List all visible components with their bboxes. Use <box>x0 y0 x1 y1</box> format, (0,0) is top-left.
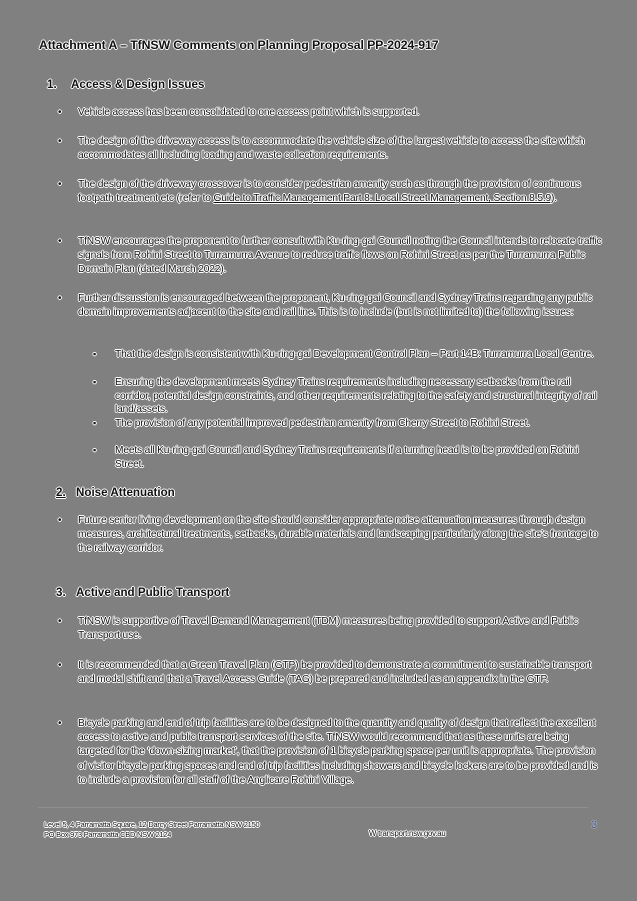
section-2-heading <box>56 486 175 499</box>
bullet-icon: • <box>58 616 62 627</box>
list-item: • TfNSW is supportive of Travel Demand Management (TDM) measures being provided to support Active and Public Transport use. <box>58 616 578 642</box>
sub-list-item: ▪ Meets all Ku-ring-gai Council and Sydney Trains requirements if a turning head is to be provided on Rohini Street. <box>93 445 579 470</box>
bullet-icon: • <box>58 236 62 247</box>
sub-list-item: ▪ Ensuring the development meets Sydney Trains requirements including necessary setbacks from the rail corridor, potential design constraints, and other requirements relating to the safety and structural integrity of rail land/assets. <box>93 377 597 416</box>
list-item: • Further discussion is encouraged between the proponent, Ku-ring-gai Council and Sydney Trains regarding any public domain improvements adjacent to the site and rail line. This is to include (but is not limited to) the following issues: <box>58 293 593 319</box>
bullet-icon: • <box>58 107 62 118</box>
bullet-icon: • <box>58 136 62 147</box>
sub-list-item: ▪ The provision of any potential improved pedestrian amenity from Cherry Street to Rohini Street. <box>93 418 530 429</box>
sub-bullet-icon: ▪ <box>93 418 97 428</box>
section-number: 2. <box>56 486 66 499</box>
sub-bullet-icon: ▪ <box>93 445 97 455</box>
section-1-heading <box>47 78 204 91</box>
footer-address <box>44 820 259 839</box>
section-number: 1. <box>47 78 57 91</box>
footer-divider <box>38 807 588 808</box>
section-title: Access & Design Issues <box>71 78 205 91</box>
list-item: • Bicycle parking and end of trip facilities are to be designed to the quantity and quality of design that reflect the excellent access to active and public transport services of the site. TfNSW would recommend that as these units are being targeted for the ‘down-sizing market’, that the provision of 1 bicycle parking space per unit is appropriate. The provision of visitor bicycle parking spaces and end of trip facilities including showers and bicycle lockers are to be provided and is to include a provision for all staff of the Anglicare Rohini Village. <box>58 718 598 786</box>
sub-list-item: ▪ That the design is consistent with Ku-ring-gai Development Control Plan – Part 14B: Turramurra Local Centre. <box>93 349 594 360</box>
sub-bullet-icon: ▪ <box>93 349 97 359</box>
document-title: Attachment A – TfNSW Comments on Planning Proposal PP-2024-917 <box>39 38 439 52</box>
section-title: Noise Attenuation <box>76 486 175 499</box>
list-item: • It is recommended that a Green Travel Plan (GTP) be provided to demonstrate a commitment to sustainable transport and modal shift and that a Travel Access Guide (TAG) be prepared and included as an appendix in the GTP. <box>58 660 592 686</box>
page-number: 3 <box>591 819 598 831</box>
section-number: 3. <box>56 586 66 599</box>
bullet-icon: • <box>58 515 62 526</box>
section-3-heading <box>56 586 229 599</box>
bullet-icon: • <box>58 718 62 729</box>
list-item: • The design of the driveway access is to accommodate the vehicle size of the largest vehicle to access the site which accommodates all including loading and waste collection requirements. <box>58 136 585 162</box>
bullet-icon: • <box>58 660 62 671</box>
guide-to-traffic-management-link[interactable]: Guide to Traffic Management Part 8: Local Street Management, Section 8.5.9 <box>213 193 552 205</box>
list-item: • Vehicle access has been consolidated to one access point which is supported. <box>58 106 603 120</box>
address-line-2: PO Box 973 Parramatta CBD NSW 2124 <box>44 829 172 839</box>
bullet-icon: • <box>58 179 62 190</box>
list-item: • TfNSW encourages the proponent to further consult with Ku-ring-gai Council noting the Council intends to relocate traffic signals from Rohini Street to Turramurra Avenue to reduce traffic flows on Rohini Street as per the Turramurra Public Domain Plan (dated March 2022). <box>58 236 602 276</box>
footer-website-link[interactable]: W transport.nsw.gov.au <box>369 829 446 838</box>
section-title: Active and Public Transport <box>76 586 230 599</box>
list-item: • Future senior living development on the site should consider appropriate noise attenuation measures through design measures, architectural treatments, setbacks, durable materials and landscaping particularly along the site’s frontage to the railway corridor. <box>58 515 598 555</box>
sub-bullet-icon: ▪ <box>93 377 97 387</box>
address-line-1: Level 5, 4 Parramatta Square, 12 Darcy Street Parramatta NSW 2150 <box>44 820 260 829</box>
bullet-icon: • <box>58 293 62 304</box>
list-item: • The design of the driveway crossover is to consider pedestrian amenity such as through the provision of continuous footpath treatment etc (refer to Guide to Traffic Management Part 8: Local Street Management, Section 8.5.9). <box>58 179 581 205</box>
